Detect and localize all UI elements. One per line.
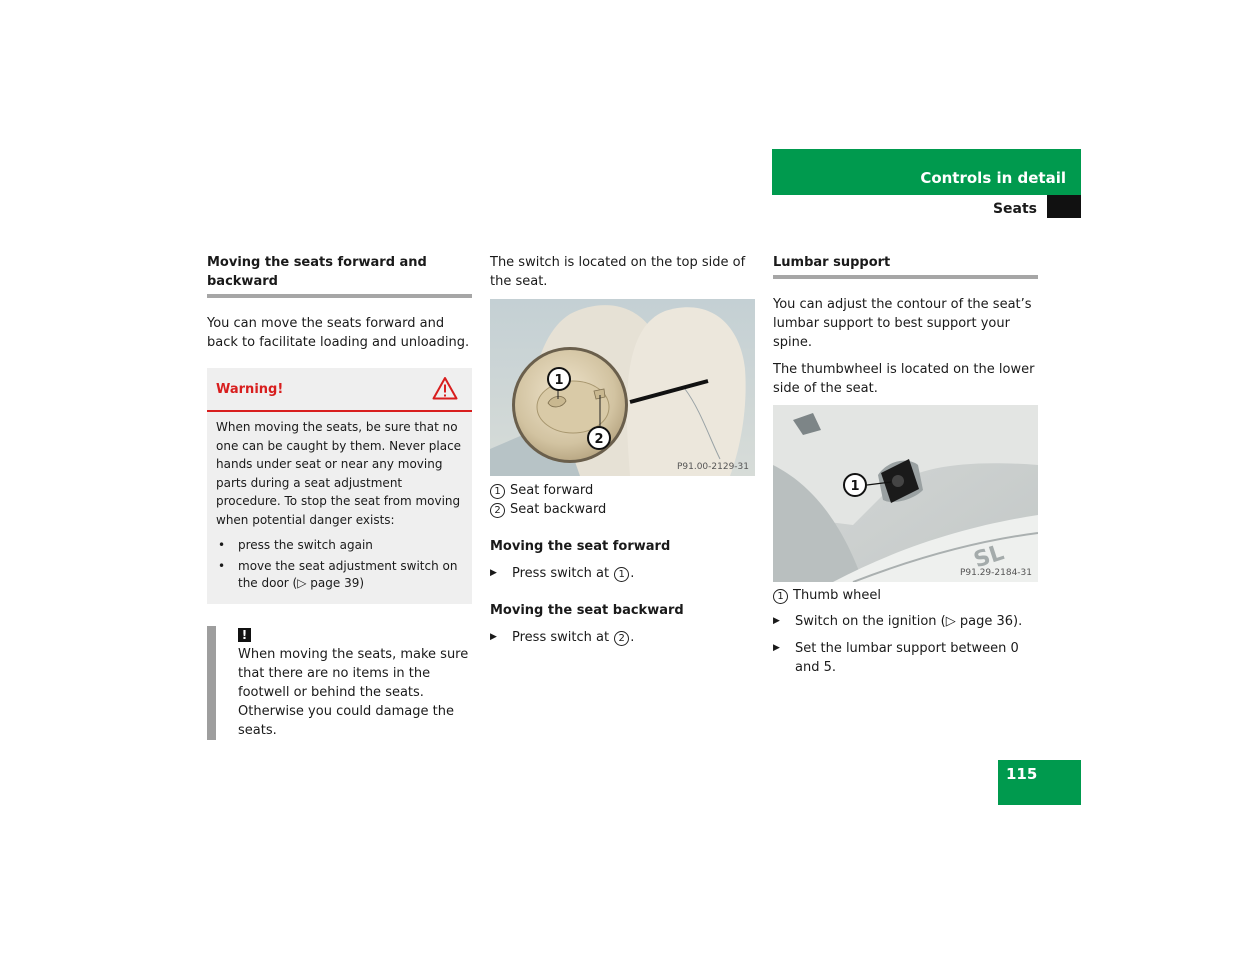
figure-callout-2: 2 bbox=[594, 432, 604, 447]
seat-switch-illustration bbox=[490, 299, 755, 476]
lumbar-steps bbox=[773, 612, 1038, 677]
warning-bullet: • move the seat adjustment switch on the door (▷ page 39) bbox=[216, 558, 463, 592]
subsection-marker bbox=[1047, 195, 1081, 218]
legend-label: Seat forward bbox=[510, 483, 594, 498]
thumbwheel-figure bbox=[773, 405, 1038, 582]
step-number: 2 bbox=[614, 631, 629, 646]
heading-seat-backward: Moving the seat backward bbox=[490, 603, 684, 618]
warning-triangle-icon bbox=[432, 376, 458, 406]
subsection-bar bbox=[772, 195, 1047, 218]
legend-number: 2 bbox=[490, 503, 505, 518]
header-bar bbox=[772, 149, 1081, 195]
figure-code: P91.29-2184-31 bbox=[959, 568, 1032, 578]
column-1 bbox=[207, 253, 472, 740]
sl-badge: SL bbox=[970, 540, 1008, 574]
thumbwheel-illustration bbox=[773, 405, 1038, 582]
intro-text: You can move the seats forward and back to facilitate loading and unloading. bbox=[207, 316, 470, 350]
lumbar-text-2: The thumbwheel is located on the lower side of the seat. bbox=[773, 362, 1035, 396]
step-text: Press switch at bbox=[512, 630, 610, 645]
figure-legend bbox=[490, 481, 755, 519]
figure-callout-1: 1 bbox=[850, 479, 860, 494]
legend-item bbox=[490, 500, 755, 519]
note-text: When moving the seats, make sure that there are no items in the footwell or behind the seats. Otherwise you could damage the seats. bbox=[238, 647, 469, 738]
step-set-lumbar: ▶ Set the lumbar support between 0 and 5. bbox=[773, 639, 1038, 677]
legend-label: Thumb wheel bbox=[793, 588, 881, 603]
column-3 bbox=[773, 253, 1038, 685]
step-backward bbox=[490, 628, 755, 647]
warning-box bbox=[207, 368, 472, 604]
page-number-box bbox=[998, 760, 1081, 805]
legend-number: 1 bbox=[490, 484, 505, 499]
warning-bullet: • press the switch again bbox=[216, 537, 463, 554]
heading-seat-forward: Moving the seat forward bbox=[490, 539, 671, 554]
warning-text: When moving the seats, be sure that no one can be caught by them. Never place hands under seat or near any moving parts during a seat adjustment procedure. To stop the seat from moving when potential danger exists: bbox=[216, 420, 462, 527]
step-number: 1 bbox=[614, 567, 629, 582]
step-forward bbox=[490, 564, 755, 583]
legend-label: Seat backward bbox=[510, 502, 607, 517]
exclamation-icon: ! bbox=[238, 628, 251, 642]
warning-title: Warning! bbox=[216, 382, 284, 397]
page-number: 115 bbox=[1006, 765, 1038, 783]
warning-body bbox=[207, 412, 472, 604]
figure-code: P91.00-2129-31 bbox=[676, 462, 749, 472]
note-box bbox=[207, 626, 472, 740]
figure-legend bbox=[773, 586, 1038, 605]
lumbar-text-1: You can adjust the contour of the seat’s lumbar support to best support your spine. bbox=[773, 297, 1032, 350]
warning-header bbox=[207, 368, 472, 412]
heading-lumbar-support: Lumbar support bbox=[773, 253, 1038, 279]
legend-number: 1 bbox=[773, 589, 788, 604]
section-title: Controls in detail bbox=[920, 169, 1066, 187]
subsection-title: Seats bbox=[992, 201, 1037, 217]
figure-callout-1: 1 bbox=[554, 373, 564, 388]
warning-list bbox=[216, 537, 463, 592]
heading-moving-seats: Moving the seats forward and backward bbox=[207, 253, 472, 298]
legend-item bbox=[773, 586, 1038, 605]
step-end: . bbox=[630, 630, 635, 645]
step-end: . bbox=[630, 566, 635, 581]
step-ignition: ▶ Switch on the ignition (▷ page 36). bbox=[773, 612, 1038, 631]
legend-item bbox=[490, 481, 755, 500]
column-2 bbox=[490, 253, 755, 655]
step-text: Press switch at bbox=[512, 566, 610, 581]
seat-switch-figure bbox=[490, 299, 755, 476]
switch-location-text: The switch is located on the top side of the seat. bbox=[490, 255, 746, 289]
